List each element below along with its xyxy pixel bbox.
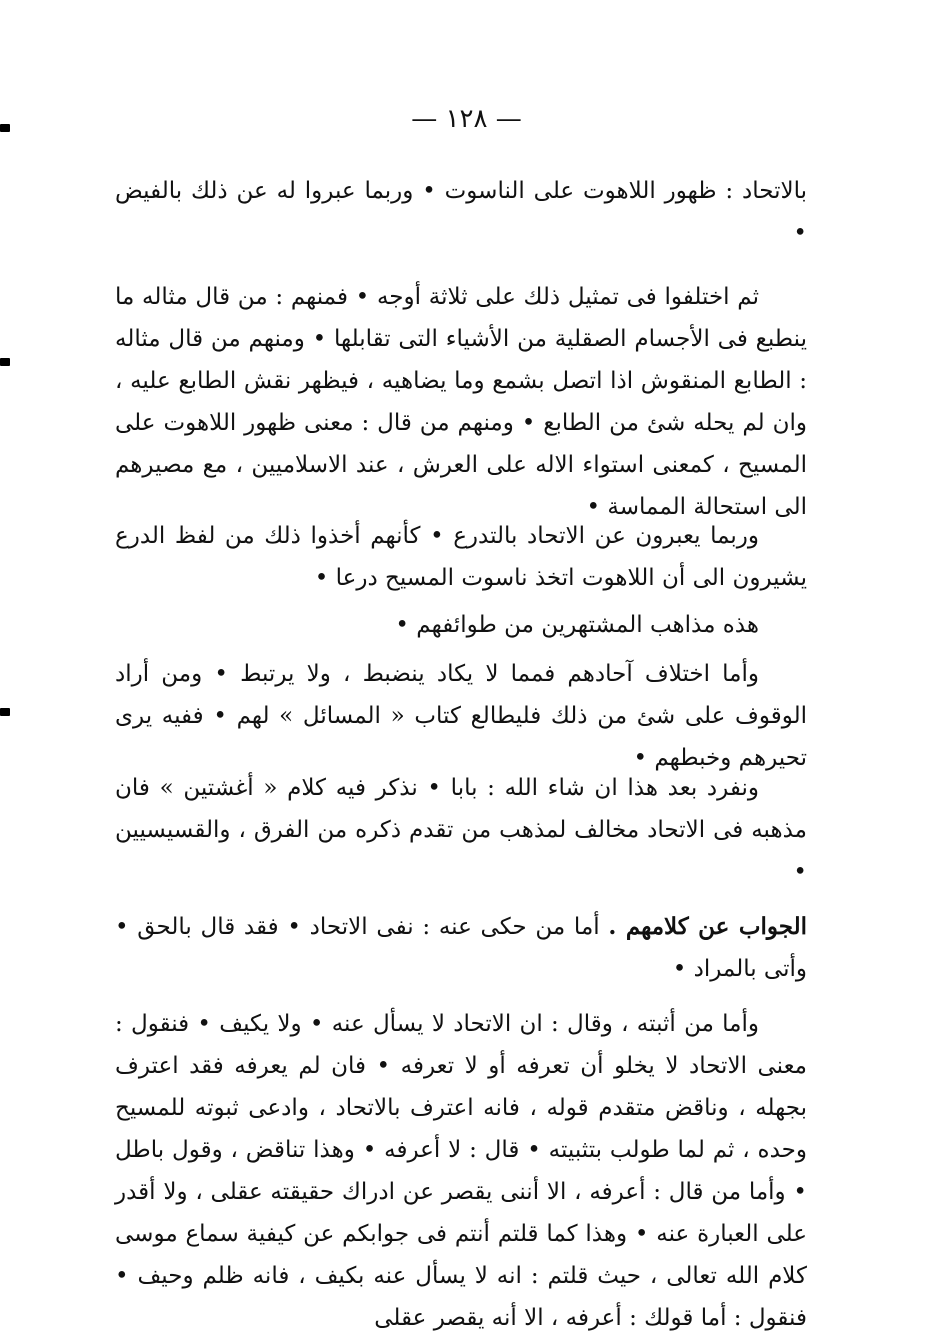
scan-edge-mark <box>0 358 10 366</box>
paragraph-text: وأما من أثبته ، وقال : ان الاتحاد لا يسأل عنه • ولا يكيف • فنقول : معنى الاتحاد لا يخلو أن تعرفه أو لا تعرفه • فان لم يعرفه فقد اعترف بجهله ، وناقض متقدم قوله ، فانه اعترف بالاتحاد ، وادعى ثبوته للمسيح وحده ، ثم لما طولب بتثبيته • قال : لا أعرفه • وهذا تناقض ، وقول باطل • وأما من قال : أعرفه ، الا أننى يقصر عن ادراك حقيقته عقلى ، ولا أقدر على العبارة عنه • وهذا كما قلتم أنتم فى جوابكم عن كيفية سماع موسى كلام الله تعالى ، حيث قلتم : انه لا يسأل عنه بكيف ، فانه ظلم وحيف • فنقول : أما قولك : أعرفه ، الا أنه يقصر عقلى <box>115 1011 807 1331</box>
answer-paragraph <box>115 906 807 990</box>
paragraph-text <box>115 906 807 990</box>
paragraph-text: هذه مذاهب المشتهرين من طوائفهم • <box>395 612 759 638</box>
paragraph <box>115 1003 807 1339</box>
paragraph-text: ثم اختلفوا فى تمثيل ذلك على ثلاثة أوجه • فمنهم : من قال مثاله ما ينطبع فى الأجسام الصقلية من الأشياء التى تقابلها • ومنهم من قال مثاله : الطابع المنقوش اذا اتصل بشمع وما يضاهيه ، فيظهر نقش الطابع عليه ، وان لم يحله شئ من الطابع • ومنهم من قال : معنى ظهور اللاهوت على المسيح ، كمعنى استواء الاله على العرش ، عند الاسلاميين ، مع مصيرهم الى استحالة المماسة • <box>115 284 807 520</box>
paragraph <box>115 276 807 528</box>
paragraph <box>115 653 807 779</box>
paragraph-text: بالاتحاد : ظهور اللاهوت على الناسوت • وربما عبروا له عن ذلك بالفيض • <box>115 178 807 246</box>
paragraph <box>115 767 807 893</box>
paragraph-body: أما من حكى عنه : نفى الاتحاد • فقد قال بالحق • وأتى بالمراد • <box>115 914 807 982</box>
scan-edge-mark <box>0 708 10 716</box>
paragraph-text: وأما اختلاف آحادهم فمما لا يكاد ينضبط ، ولا يرتبط • ومن أراد الوقوف على شئ من ذلك فليطالع كتاب « المسائل » لهم • ففيه يرى تحيرهم وخبطهم • <box>115 661 807 771</box>
paragraph <box>115 170 807 254</box>
paragraph-text: وربما يعبرون عن الاتحاد بالتدرع • كأنهم أخذوا ذلك من لفظ الدرع يشيرون الى أن اللاهوت اتخذ ناسوت المسيح درعا • <box>115 523 807 591</box>
section-heading: الجواب عن كلامهم . <box>608 913 807 940</box>
paragraph-text: ونفرد بعد هذا ان شاء الله : بابا • نذكر فيه كلام « أغشتين » فان مذهبه فى الاتحاد مخالف لمذهب من تقدم ذكره من الفرق ، والقسيسيين • <box>115 775 807 885</box>
paragraph <box>115 515 807 599</box>
paragraph <box>115 604 807 646</box>
page-number: — ١٢٨ — <box>411 104 522 134</box>
